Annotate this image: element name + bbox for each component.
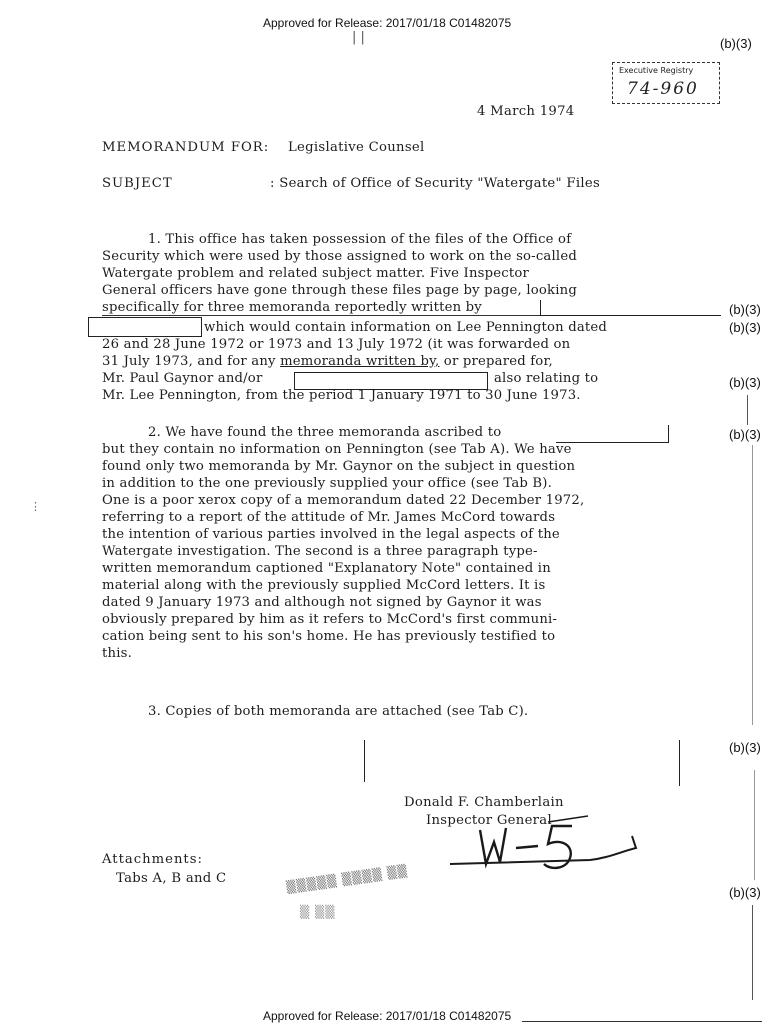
para1-line2: Security which were used by those assigned to work on the so-called — [102, 249, 577, 264]
para2-line9: written memorandum captioned "Explanatory Note" contained in — [102, 561, 551, 576]
para1-line7: 26 and 28 June 1972 or 1973 and 13 July 1972 (it was forwarded on — [102, 337, 571, 352]
para2-line1: 2. We have found the three memoranda ascribed to — [148, 425, 502, 440]
memo-for-label: MEMORANDUM FOR: — [102, 140, 270, 155]
redaction-box-2 — [88, 317, 202, 337]
header-mark: | | — [352, 30, 365, 45]
para1-line8-c: or prepared for, — [439, 354, 553, 369]
registry-stamp-label: Executive Registry — [619, 66, 694, 75]
release-footer: Approved for Release: 2017/01/18 C01482075 — [263, 1009, 512, 1023]
para1-line4: General officers have gone through these files page by page, looking — [102, 283, 577, 298]
para1-line5: specifically for three memoranda reportedly written by — [102, 300, 482, 315]
attachments-value: Tabs A, B and C — [116, 871, 227, 886]
para1-line6: which would contain information on Lee Pennington dated — [204, 320, 608, 335]
signer-name: Donald F. Chamberlain — [404, 795, 564, 810]
memo-date: 4 March 1974 — [477, 104, 575, 119]
para2-line12: obviously prepared by him as it refers to McCord's first communi- — [102, 612, 558, 627]
para2-line4: in addition to the one previously supplied your office (see Tab B). — [102, 476, 553, 491]
para2-line14: this. — [102, 646, 132, 661]
redaction-box-4 — [556, 425, 669, 443]
exemption-code-3: (b)(3) — [729, 375, 761, 390]
release-header: Approved for Release: 2017/01/18 C01482075 — [263, 16, 512, 30]
exemption-code-2: (b)(3) — [729, 320, 761, 335]
exemption-code-header: (b)(3) — [720, 36, 752, 51]
margin-rule-a — [747, 395, 748, 425]
footer-rule — [522, 1021, 762, 1022]
redaction-box-1 — [540, 300, 721, 316]
para1-line9a: Mr. Paul Gaynor and/or — [102, 371, 263, 386]
margin-rule-d — [752, 905, 753, 1000]
para1-line8-underlined: memoranda written by, — [280, 354, 440, 369]
para3: 3. Copies of both memoranda are attached (see Tab C). — [148, 704, 529, 719]
para1-line10: Mr. Lee Pennington, from the period 1 January 1971 to 30 June 1973. — [102, 388, 581, 403]
margin-rule-b — [752, 445, 753, 725]
redaction-edge-left — [364, 740, 365, 782]
para2-line13: cation being sent to his son's home. He has previously testified to — [102, 629, 556, 644]
para2-line10: material along with the previously supplied McCord letters. It is — [102, 578, 546, 593]
subject-label: SUBJECT — [102, 176, 173, 191]
margin-rule-c — [754, 770, 755, 880]
para2-line7: the intention of various parties involved in the legal aspects of the — [102, 527, 560, 542]
para1-line8-a: 31 July 1973, and for any — [102, 354, 281, 369]
para1-line8 — [102, 354, 553, 369]
signer-title: Inspector General — [426, 813, 552, 828]
para1-line1: 1. This office has taken possession of the files of the Office of — [148, 232, 572, 247]
para2-line3: found only two memoranda by Mr. Gaynor on the subject in question — [102, 459, 576, 474]
exemption-code-1: (b)(3) — [729, 302, 761, 317]
scan-mark: ⋮ — [30, 500, 41, 513]
exemption-code-6: (b)(3) — [729, 885, 761, 900]
handwritten-signature — [440, 812, 650, 882]
exemption-code-5: (b)(3) — [729, 740, 761, 755]
subject-value: : Search of Office of Security "Watergate" Files — [270, 176, 601, 191]
attachments-label: Attachments: — [102, 852, 203, 867]
para2-line5: One is a poor xerox copy of a memorandum dated 22 December 1972, — [102, 493, 585, 508]
registry-stamp-number: 74-960 — [627, 79, 699, 99]
para1-line3: Watergate problem and related subject matter. Five Inspector — [102, 266, 529, 281]
para2-line2: but they contain no information on Pennington (see Tab A). We have — [102, 442, 572, 457]
para1-line9b: also relating to — [494, 371, 599, 386]
faded-stamp-2: ▒ ▒▒ — [300, 905, 336, 919]
memo-for-value: Legislative Counsel — [288, 140, 425, 155]
para2-line6: referring to a report of the attitude of Mr. James McCord towards — [102, 510, 556, 525]
para2-line11: dated 9 January 1973 and although not signed by Gaynor it was — [102, 595, 542, 610]
para1-underline5 — [102, 315, 542, 316]
para2-line8: Watergate investigation. The second is a three paragraph type- — [102, 544, 538, 559]
registry-stamp — [612, 62, 720, 104]
faded-stamp: ▒▒▒▒▒ ▒▒▒▒ ▒▒ — [285, 863, 409, 895]
exemption-code-4: (b)(3) — [729, 427, 761, 442]
redaction-edge-right — [679, 740, 680, 786]
